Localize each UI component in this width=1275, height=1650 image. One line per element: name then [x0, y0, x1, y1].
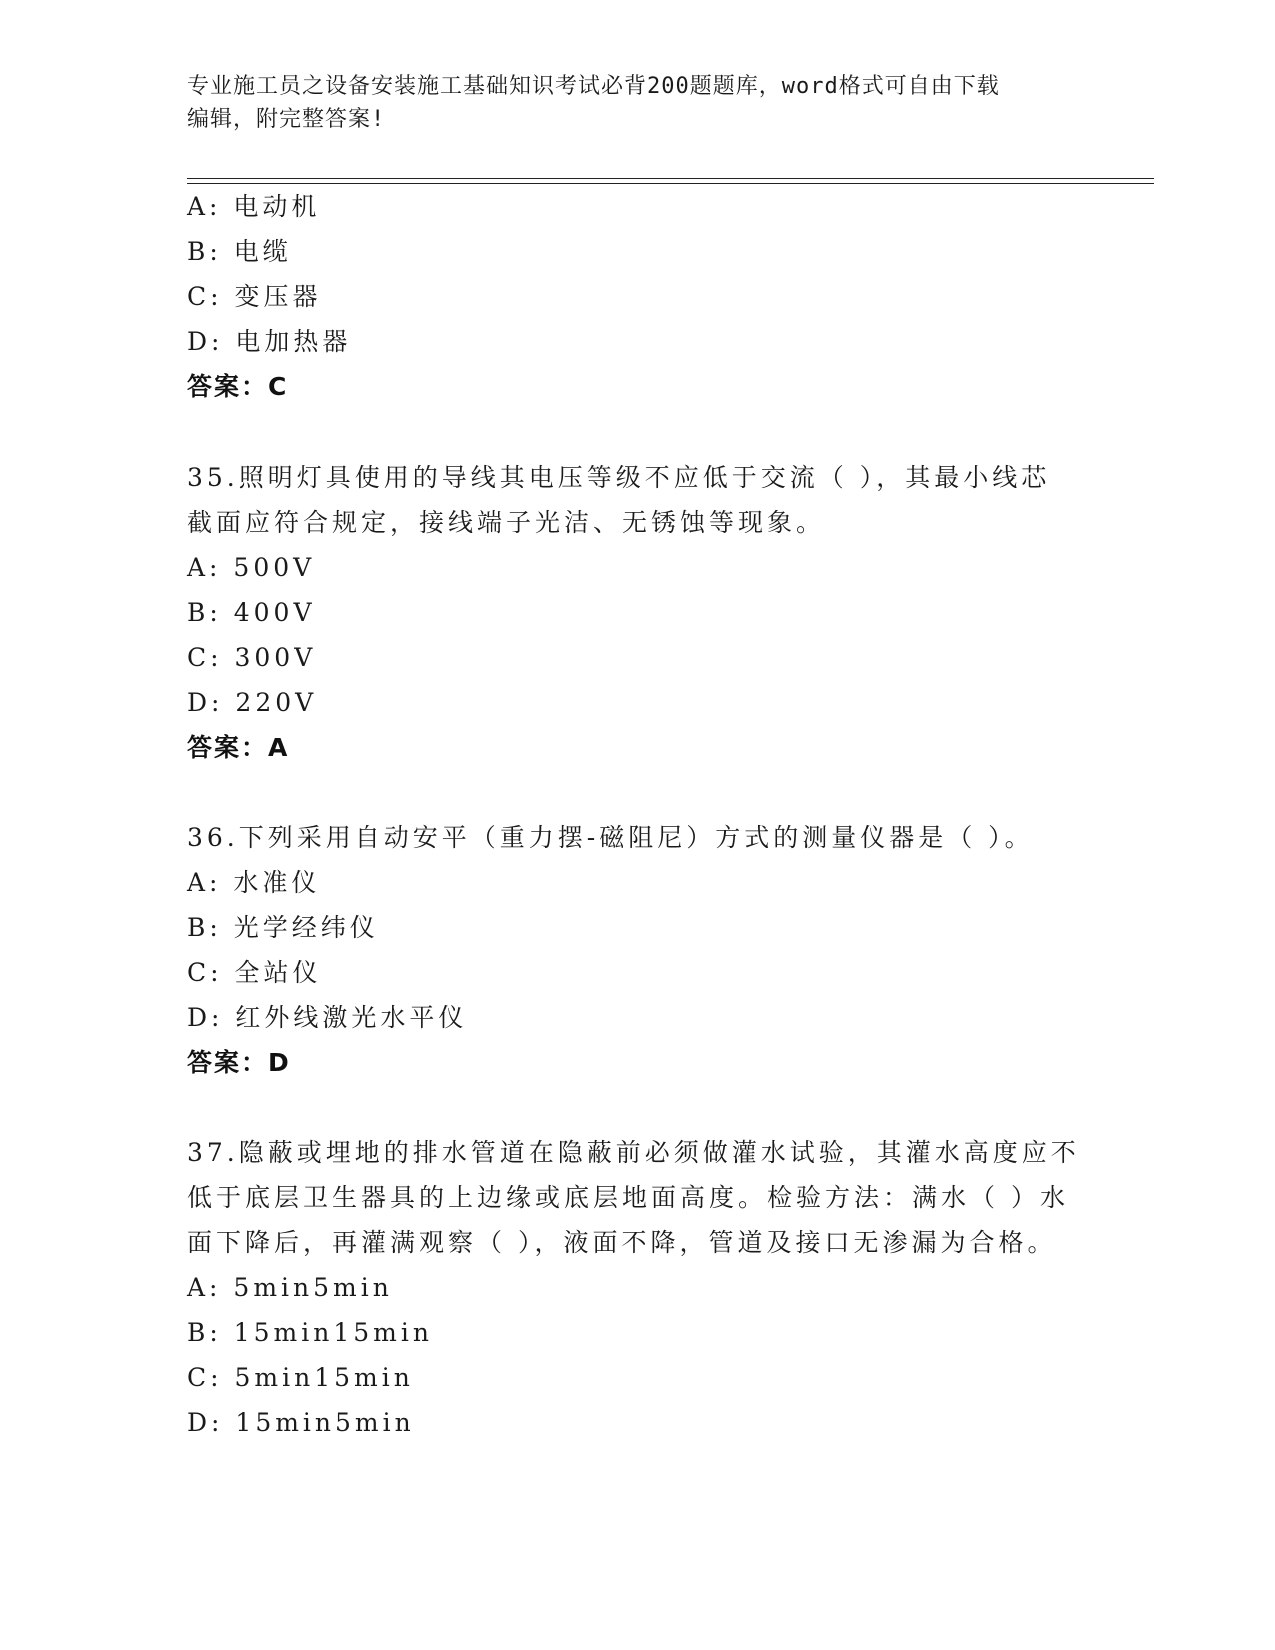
q37-stem-line-1: 37.隐蔽或埋地的排水管道在隐蔽前必须做灌水试验，其灌水高度应不: [187, 1138, 1080, 1167]
header-line-1: 专业施工员之设备安装施工基础知识考试必背200题题库，word格式可自由下载: [187, 74, 1000, 99]
q36-option-c: C: 全站仪: [187, 958, 322, 987]
q37-option-d: D: 15min5min: [187, 1408, 415, 1437]
header-line-2: 编辑，附完整答案!: [187, 107, 386, 132]
header-divider-bottom: [187, 183, 1154, 184]
header-divider-top: [187, 178, 1154, 179]
q36-option-d: D: 红外线激光水平仪: [187, 1003, 468, 1032]
q37-option-a: A: 5min5min: [187, 1273, 393, 1302]
q34-option-d: D: 电加热器: [187, 327, 352, 356]
q34-option-c: C: 变压器: [187, 282, 322, 311]
q34-answer: 答案：C: [187, 372, 289, 401]
q35-stem-line-1: 35.照明灯具使用的导线其电压等级不应低于交流（ ），其最小线芯: [187, 463, 1051, 492]
q37-stem-line-3: 面下降后，再灌满观察（ ），液面不降，管道及接口无渗漏为合格。: [187, 1228, 1057, 1257]
q36-answer: 答案：D: [187, 1048, 291, 1077]
q35-option-a: A: 500V: [187, 553, 316, 582]
document-header: [187, 70, 1067, 136]
q35-option-b: B: 400V: [187, 598, 316, 627]
q35-option-c: C: 300V: [187, 643, 317, 672]
q36-stem-line-1: 36.下列采用自动安平（重力摆-磁阻尼）方式的测量仪器是（ ）。: [187, 823, 1034, 852]
q34-option-b: B: 电缆: [187, 237, 292, 266]
q35-stem-line-2: 截面应符合规定，接线端子光洁、无锈蚀等现象。: [187, 508, 826, 537]
q35-option-d: D: 220V: [187, 688, 318, 717]
q36-option-b: B: 光学经纬仪: [187, 913, 379, 942]
q34-option-a: A: 电动机: [187, 192, 321, 221]
q37-option-b: B: 15min15min: [187, 1318, 433, 1347]
q36-option-a: A: 水准仪: [187, 868, 321, 897]
q37-stem-line-2: 低于底层卫生器具的上边缘或底层地面高度。检验方法：满水（ ）水: [187, 1183, 1069, 1212]
q37-option-c: C: 5min15min: [187, 1363, 414, 1392]
q35-answer: 答案：A: [187, 733, 290, 762]
